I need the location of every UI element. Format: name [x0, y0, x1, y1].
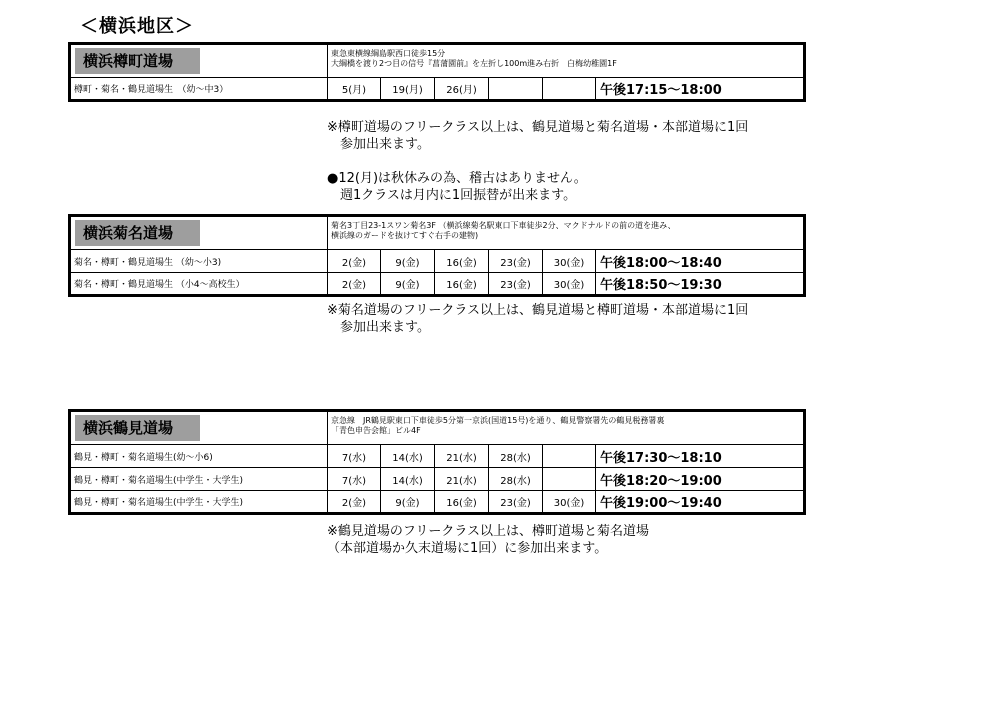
- date-cell: 9(金): [381, 273, 435, 296]
- date-cell: 23(金): [489, 273, 543, 296]
- dojo-note: ※鶴見道場のフリークラス以上は、樽町道場と菊名道場 （本部道場か久末道場に1回）に参加出来ます。: [327, 524, 649, 556]
- date-cell: 2(金): [328, 250, 381, 273]
- class-label: 樽町・菊名・鶴見道場生 （幼～中3）: [70, 78, 328, 101]
- date-cell: 26(月): [435, 78, 489, 101]
- dojo-name-cell: [70, 44, 328, 78]
- table-header-row: [70, 411, 805, 445]
- table-row: [70, 445, 805, 468]
- class-label: 鶴見・樽町・菊名道場生(幼～小6): [70, 445, 328, 468]
- class-time: 午後18:20～19:00: [596, 468, 805, 491]
- schedule-table-tsurumi: [68, 409, 806, 515]
- date-cell: 9(金): [381, 491, 435, 514]
- table-header-row: [70, 44, 805, 78]
- date-cell: 7(水): [328, 468, 381, 491]
- date-cell: 5(月): [328, 78, 381, 101]
- class-label: 鶴見・樽町・菊名道場生(中学生・大学生): [70, 491, 328, 514]
- date-cell: 28(水): [489, 468, 543, 491]
- date-cell: 23(金): [489, 250, 543, 273]
- date-cell: [543, 78, 596, 101]
- date-cell: [543, 445, 596, 468]
- access-info: 東急東横線綱島駅西口徒歩15分 大綱橋を渡り2つ目の信号『菖蒲園前』を左折し100m進み右折 白梅幼稚園1F: [328, 44, 805, 78]
- table-row: [70, 468, 805, 491]
- class-time: 午後17:30～18:10: [596, 445, 805, 468]
- dojo-name: 横浜樽町道場: [75, 48, 200, 74]
- class-time: 午後19:00～19:40: [596, 491, 805, 514]
- date-cell: 21(水): [435, 445, 489, 468]
- dojo-name-cell: [70, 216, 328, 250]
- date-cell: 14(水): [381, 468, 435, 491]
- dojo-note: ※樽町道場のフリークラス以上は、鶴見道場と菊名道場・本部道場に1回 参加出来ます。 ●12(月)は秋休みの為、稽古はありません。 週1クラスは月内に1回振替が出来ます。: [327, 120, 749, 203]
- date-cell: 16(金): [435, 250, 489, 273]
- access-info: 京急線 JR鶴見駅東口下車徒歩5分第一京浜(国道15号)を通り、鶴見警察署先の鶴見税務署裏 「青色申告会館」ビル4F: [328, 411, 805, 445]
- date-cell: 14(水): [381, 445, 435, 468]
- dojo-name: 横浜菊名道場: [75, 220, 200, 246]
- class-time: 午後17:15～18:00: [596, 78, 805, 101]
- date-cell: 21(水): [435, 468, 489, 491]
- table-row: [70, 273, 805, 296]
- date-cell: 30(金): [543, 273, 596, 296]
- schedule-table-kikuna: [68, 214, 806, 297]
- dojo-name: 横浜鶴見道場: [75, 415, 200, 441]
- date-cell: 7(水): [328, 445, 381, 468]
- date-cell: 30(金): [543, 491, 596, 514]
- table-row: [70, 78, 805, 101]
- dojo-name-cell: [70, 411, 328, 445]
- region-title: ＜横浜地区＞: [80, 16, 194, 37]
- date-cell: 30(金): [543, 250, 596, 273]
- date-cell: [489, 78, 543, 101]
- access-info: 菊名3丁目23-1スワン菊名3F （横浜線菊名駅東口下車徒歩2分、マクドナルドの前の道を進み、 横浜線のガードを抜けてすぐ右手の建物): [328, 216, 805, 250]
- dojo-note: ※菊名道場のフリークラス以上は、鶴見道場と樽町道場・本部道場に1回 参加出来ます。: [327, 303, 749, 335]
- date-cell: 28(水): [489, 445, 543, 468]
- table-header-row: [70, 216, 805, 250]
- class-time: 午後18:50～19:30: [596, 273, 805, 296]
- schedule-table-tarumachi: [68, 42, 806, 102]
- date-cell: 2(金): [328, 491, 381, 514]
- date-cell: 2(金): [328, 273, 381, 296]
- date-cell: 19(月): [381, 78, 435, 101]
- date-cell: 23(金): [489, 491, 543, 514]
- class-label: 菊名・樽町・鶴見道場生 （小4～高校生）: [70, 273, 328, 296]
- date-cell: 16(金): [435, 273, 489, 296]
- date-cell: 9(金): [381, 250, 435, 273]
- table-row: [70, 250, 805, 273]
- class-label: 鶴見・樽町・菊名道場生(中学生・大学生): [70, 468, 328, 491]
- date-cell: 16(金): [435, 491, 489, 514]
- class-label: 菊名・樽町・鶴見道場生 （幼～小3): [70, 250, 328, 273]
- date-cell: [543, 468, 596, 491]
- table-row: [70, 491, 805, 514]
- class-time: 午後18:00～18:40: [596, 250, 805, 273]
